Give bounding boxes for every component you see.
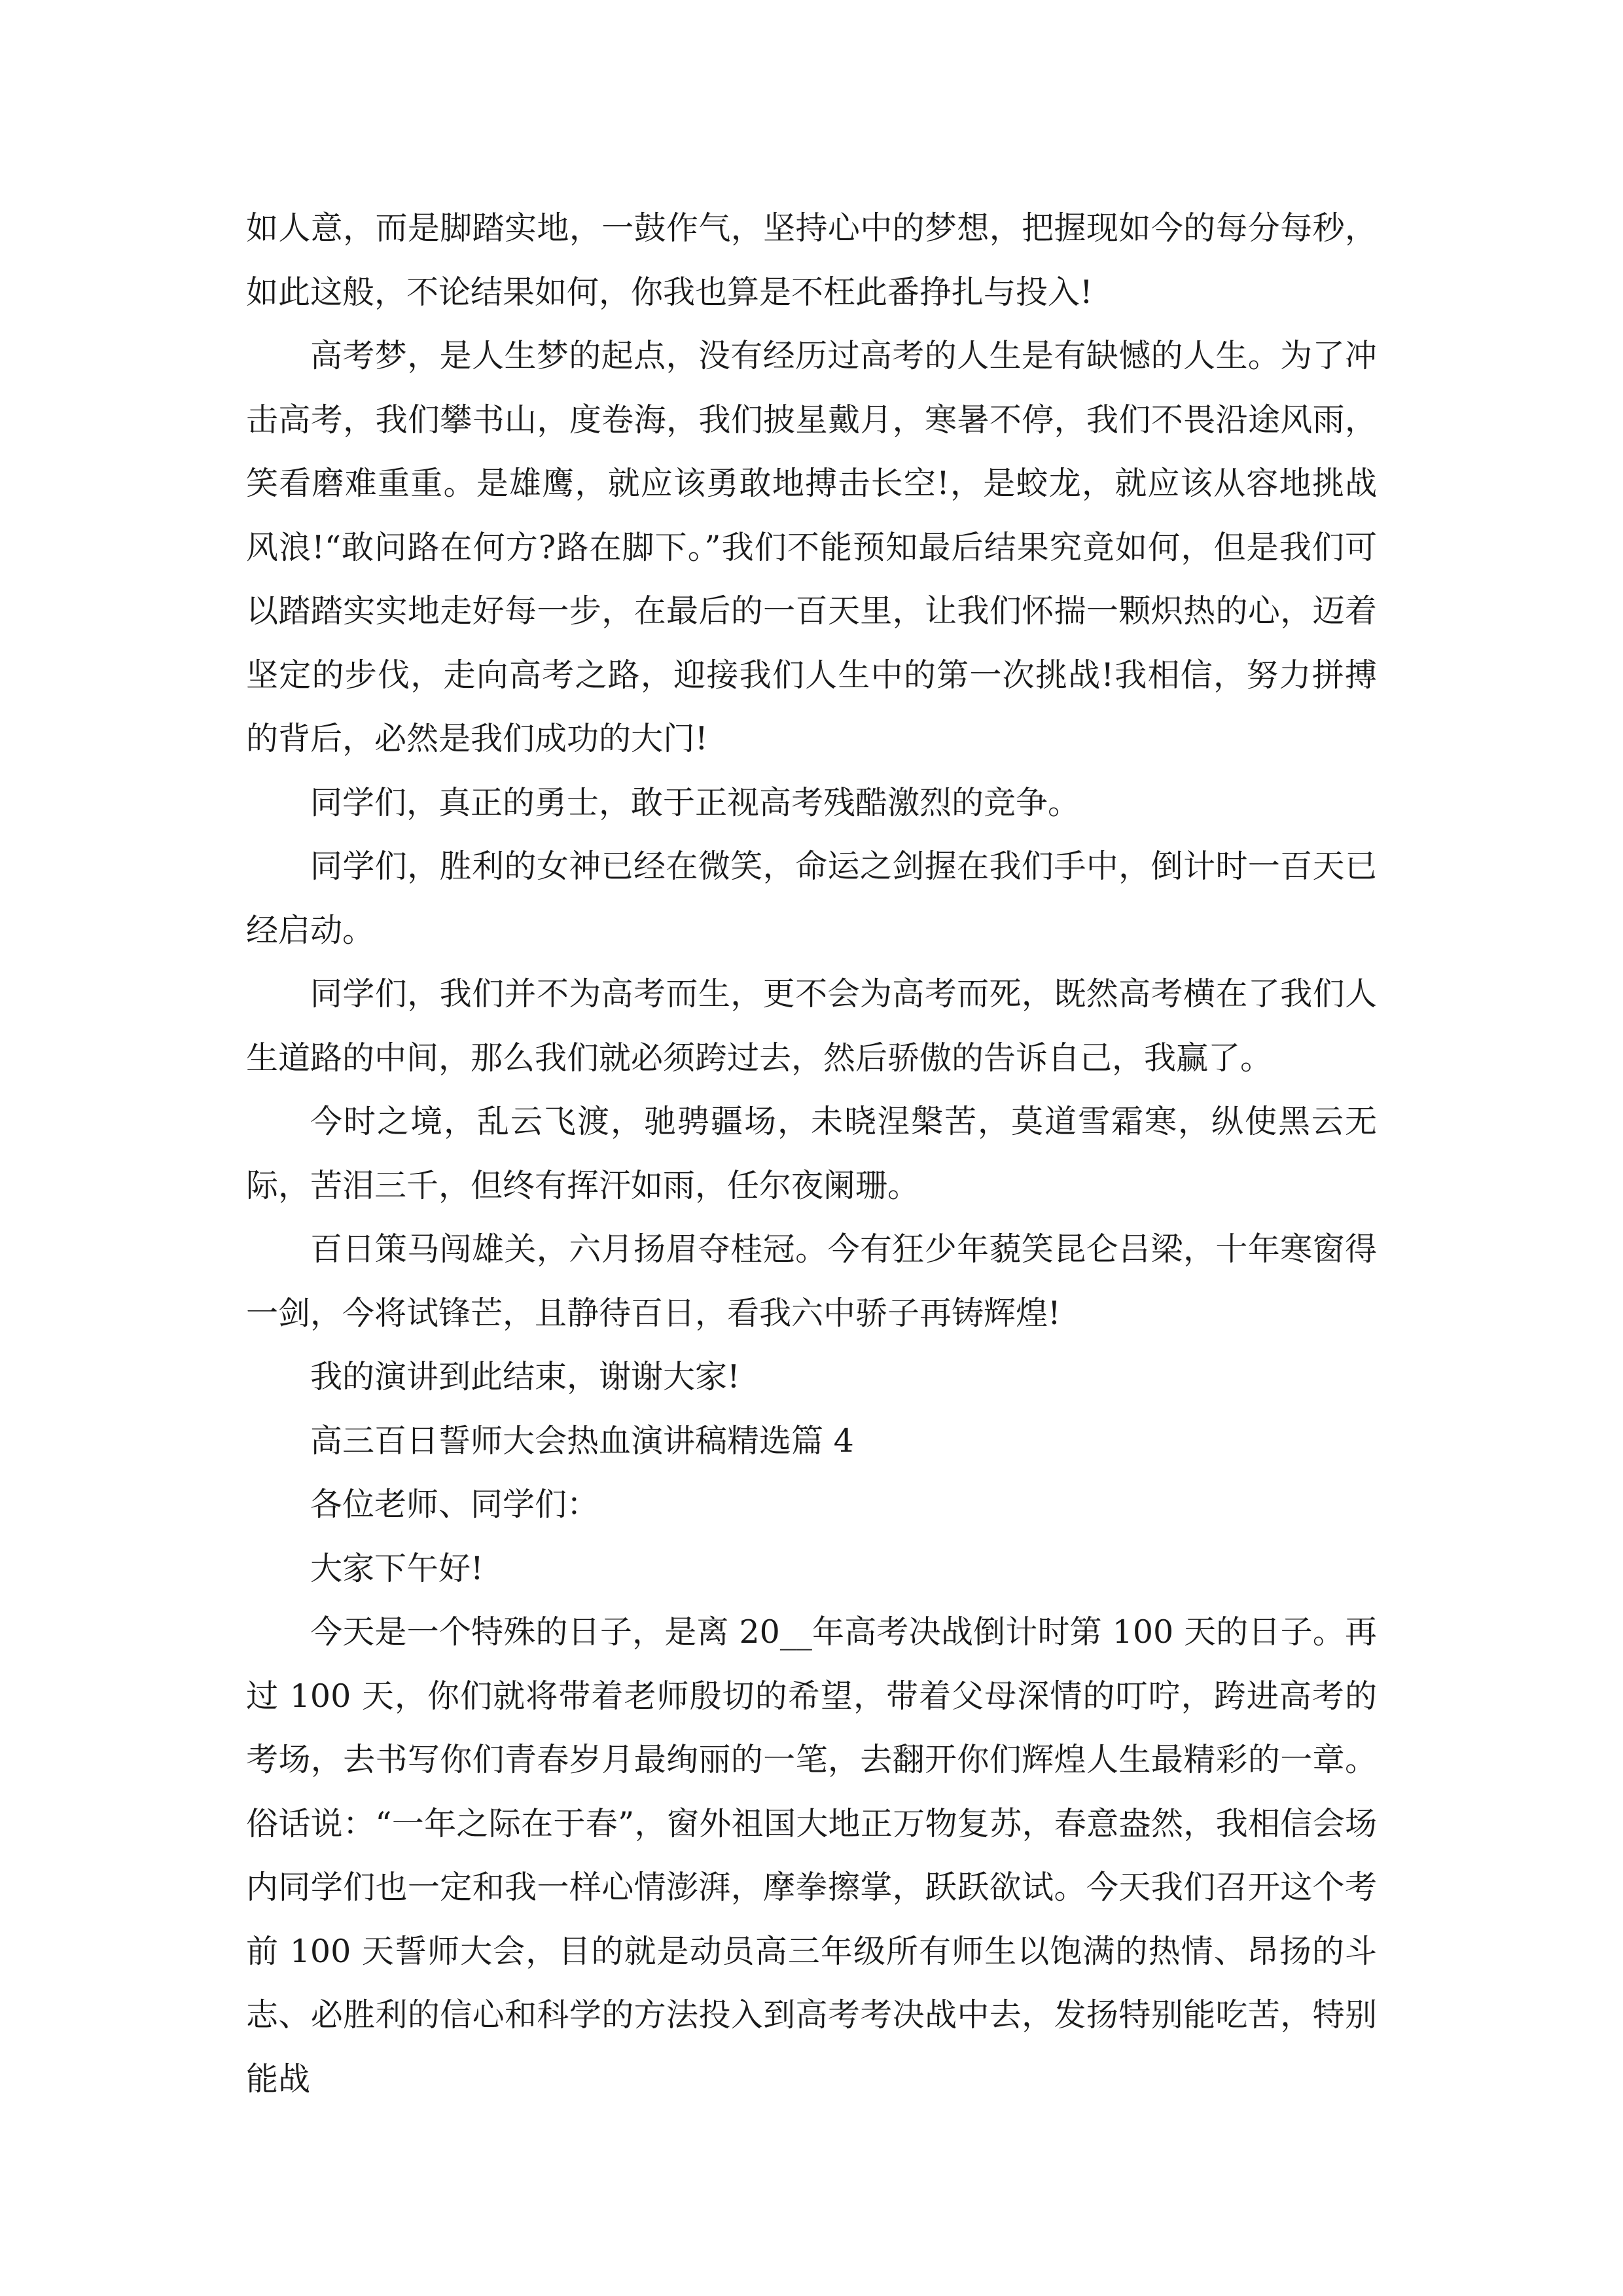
paragraph-special-day: 今天是一个特殊的日子，是离 20__年高考决战倒计时第 100 天的日子。再过 100 天，你们就将带着老师殷切的希望，带着父母深情的叮咛，跨进高考的考场，去书写你们青春岁月最绚丽的一笔，去翻开你们辉煌人生最精彩的一章。俗话说：“一年之际在于春”，窗外祖国大地正万物复苏，春意盎然，我相信会场内同学们也一定和我一样心情澎湃，摩拳擦掌，跃跃欲试。今天我们召开这个考前 100 天誓师大会，目的就是动员高三年级所有师生以饱满的热情、昂扬的斗志、必胜利的信心和科学的方法投入到高考考决战中去，发扬特别能吃苦，特别能战 [246, 1613, 1377, 2098]
paragraph-goddess-of-victory: 同学们，胜利的女神已经在微笑，命运之剑握在我们手中，倒计时一百天已经启动。 [246, 848, 1377, 949]
paragraph-gaokao-dream: 高考梦，是人生梦的起点，没有经历过高考的人生是有缺憾的人生。为了冲击高考，我们攀书山，度卷海，我们披星戴月，寒暑不停，我们不畏沿途风雨，笑看磨难重重。是雄鹰，就应该勇敢地搏击长空!，是蛟龙，就应该从容地挑战风浪!“敢问路在何方?路在脚下。”我们不能预知最后结果究竟如何，但是我们可以踏踏实实地走好每一步，在最后的一百天里，让我们怀揣一颗炽热的心，迈着坚定的步伐，走向高考之路，迎接我们人生中的第一次挑战!我相信，努力拼搏的背后，必然是我们成功的大门! [246, 337, 1377, 757]
paragraph-continued: 如人意，而是脚踏实地，一鼓作气，坚持心中的梦想，把握现如今的每分每秒，如此这般，不论结果如何，你我也算是不枉此番挣扎与投入! [246, 209, 1377, 311]
paragraph-hundred-days: 百日策马闯雄关，六月扬眉夺桂冠。今有狂少年藐笑昆仑吕梁，十年寒窗得一剑，今将试锋芒，且静待百日，看我六中骄子再铸辉煌! [246, 1230, 1377, 1332]
speech-text-body [246, 196, 1377, 2111]
paragraph-closing: 我的演讲到此结束，谢谢大家! [310, 1358, 740, 1395]
paragraph-present-situation: 今时之境，乱云飞渡，驰骋疆场，未晓涅槃苦，莫道雪霜寒，纵使黑云无际，苦泪三千，但终有挥汗如雨，任尔夜阑珊。 [246, 1103, 1377, 1204]
salutation: 各位老师、同学们： [310, 1486, 599, 1523]
greeting: 大家下午好! [310, 1549, 484, 1587]
paragraph-brave-warriors: 同学们，真正的勇士，敢于正视高考残酷激烈的竞争。 [310, 783, 1080, 821]
paragraph-not-born-for-gaokao: 同学们，我们并不为高考而生，更不会为高考而死，既然高考横在了我们人生道路的中间，那么我们就必须跨过去，然后骄傲的告诉自己，我赢了。 [246, 975, 1377, 1077]
section-heading: 高三百日誓师大会热血演讲稿精选篇 4 [310, 1422, 854, 1460]
